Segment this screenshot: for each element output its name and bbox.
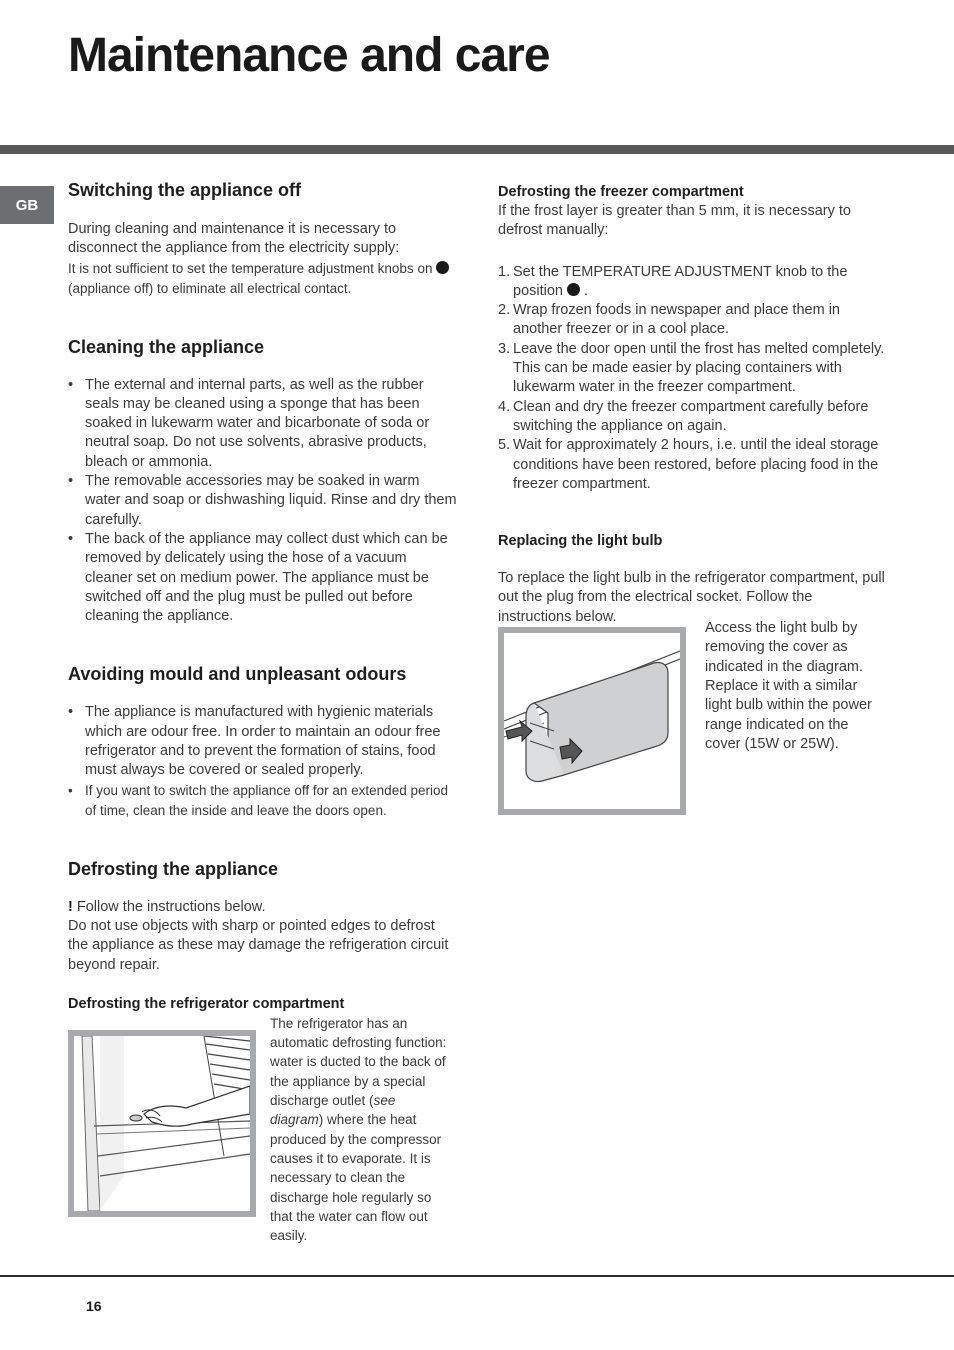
list-item: • The external and internal parts, as well as the rubber seals may be cleaned using a sponge that has been soaked in lukewarm water and bicarbonate of soda or neutral soap. Do not use solvents, abrasive products, bleach or ammonia. <box>68 376 458 472</box>
defrosting-section <box>68 857 458 975</box>
mould-heading: Avoiding mould and unpleasant odours <box>68 664 407 685</box>
step-text: Leave the door open until the frost has melted completely. This can be made easier by placing containers with lukewarm water in the freezer compartment. <box>513 340 885 396</box>
switching-off-para2-end: (appliance off) to eliminate all electrical contact. <box>68 280 352 296</box>
step-text-after: . <box>584 282 589 299</box>
list-item: • The removable accessories may be soaked in warm water and soap or dishwashing liquid. Rinse and dry them carefully. <box>68 472 458 530</box>
step-text: Clean and dry the freezer compartment carefully before switching the appliance on again. <box>513 398 869 434</box>
step-number: 5. <box>498 437 511 454</box>
language-tab: GB <box>0 186 54 224</box>
list-item: • The appliance is manufactured with hygienic materials which are odour free. In order to maintain an odour free refrigerator and to prevent the formation of stains, food must always be covered or sealed properly. <box>68 703 458 780</box>
list-item <box>498 301 888 340</box>
fridge-defrost-section <box>68 994 458 1246</box>
defrosting-note-text: Follow the instructions below. <box>76 898 266 915</box>
cleaning-section <box>68 335 458 627</box>
freezer-defrost-steps <box>498 263 888 495</box>
light-bulb-intro: To replace the light bulb in the refrigerator compartment, pull out the plug from the electrical socket. Follow the instructions below. <box>498 570 885 625</box>
defrosting-note <box>68 898 458 917</box>
step-number: 3. <box>498 340 511 357</box>
page-number: 16 <box>86 1298 102 1314</box>
off-position-icon <box>436 261 449 274</box>
mould-section <box>68 662 458 820</box>
warning-icon: ! <box>68 898 73 915</box>
step-number: 4. <box>498 398 511 415</box>
light-bulb-side-text: Access the light bulb by removing the cover as indicated in the diagram. Replace it with a similar light bulb within the power range indicated on the cover (15W or 25W). <box>705 620 872 752</box>
cleaning-heading: Cleaning the appliance <box>68 336 265 357</box>
switching-off-section <box>68 178 458 299</box>
step-text: Wrap frozen foods in newspaper and place them in another freezer or in a cool place. <box>513 302 840 338</box>
step-text: Wait for approximately 2 hours, i.e. until the ideal storage conditions have been restored, before placing food in the freezer compartment. <box>513 437 879 492</box>
light-bulb-diagram <box>498 627 686 815</box>
list-item <box>498 340 888 398</box>
freezer-defrost-heading: Defrosting the freezer compartment <box>498 184 744 200</box>
right-column <box>498 182 888 815</box>
list-item: • The back of the appliance may collect dust which can be removed by delicately using the hose of a vacuum cleaner set on medium power. The appliance must be switched off and the plug must be pulled out before cleaning the appliance. <box>68 530 458 626</box>
fridge-defrost-text <box>270 1014 448 1246</box>
switching-off-para2-start: It is not sufficient to set the temperature adjustment knobs on <box>68 260 433 276</box>
cleaning-list <box>68 376 458 627</box>
left-column <box>68 178 458 1245</box>
list-item <box>498 436 888 494</box>
off-position-icon <box>567 283 580 296</box>
step-number: 2. <box>498 302 511 319</box>
switching-off-heading: Switching the appliance off <box>68 180 302 200</box>
fridge-interior-illustration <box>74 1036 250 1211</box>
list-item: • If you want to switch the appliance off for an extended period of time, clean the inside and leave the doors open. <box>68 781 458 821</box>
defrosting-heading: Defrosting the appliance <box>68 858 279 879</box>
list-item <box>498 263 888 302</box>
header-rule <box>0 145 954 154</box>
light-cover-illustration <box>504 633 680 809</box>
freezer-defrost-intro: If the frost layer is greater than 5 mm, it is necessary to defrost manually: <box>498 203 851 239</box>
see-diagram-reference: see diagram <box>270 1093 396 1128</box>
mould-list <box>68 703 458 820</box>
footer-rule <box>0 1275 954 1277</box>
step-number: 1. <box>498 263 511 280</box>
switching-off-para1: During cleaning and maintenance it is necessary to disconnect the appliance from the electricity supply: <box>68 221 400 257</box>
page-title: Maintenance and care <box>68 29 550 82</box>
fridge-defrost-heading: Defrosting the refrigerator compartment <box>68 995 345 1012</box>
light-bulb-section <box>498 531 888 815</box>
light-bulb-heading: Replacing the light bulb <box>498 533 663 550</box>
list-item <box>498 398 888 437</box>
step-text: Set the TEMPERATURE ADJUSTMENT knob to the position <box>513 263 848 299</box>
switching-off-para2 <box>68 259 458 299</box>
defrosting-para: Do not use objects with sharp or pointed edges to defrost the appliance as these may damage the refrigeration circuit beyond repair. <box>68 917 449 973</box>
fridge-defrost-text-end: ) where the heat produced by the compressor causes it to evaporate. It is necessary to clean the discharge hole regularly so that the water can flow out easily. <box>270 1112 442 1244</box>
freezer-defrost-section <box>498 182 888 494</box>
fridge-defrost-text-start: The refrigerator has an automatic defrosting function: water is ducted to the back of the appliance by a special discharge outlet ( <box>270 1015 447 1109</box>
fridge-defrost-diagram <box>68 1030 256 1217</box>
